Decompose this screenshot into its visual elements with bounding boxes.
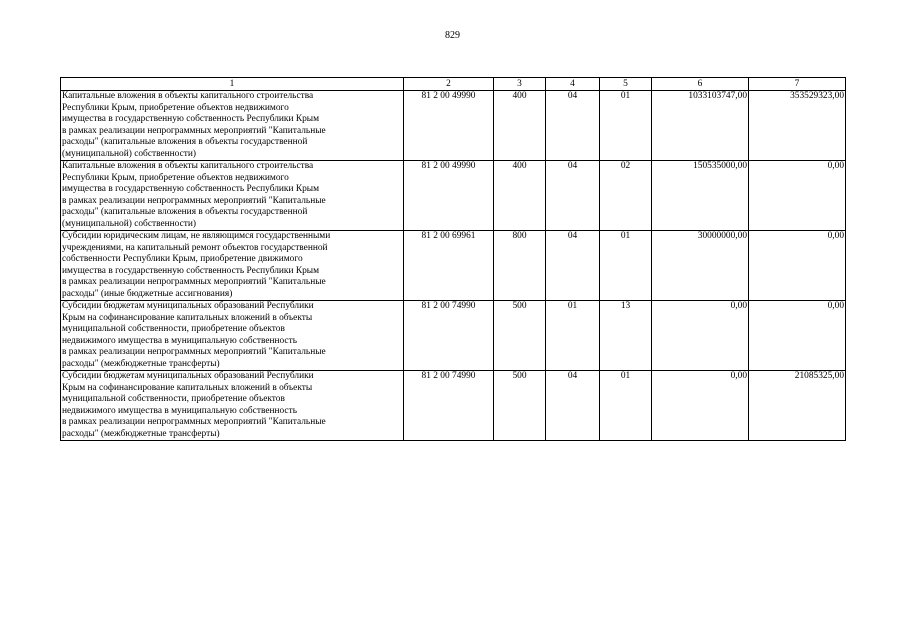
target-article-code: 81 2 00 69961 bbox=[404, 231, 494, 301]
description-line: расходы" (межбюджетные трансферты) bbox=[62, 358, 220, 369]
sum-column-7: 21085325,00 bbox=[749, 371, 846, 441]
section-code: 04 bbox=[546, 231, 600, 301]
subsection-code: 02 bbox=[600, 161, 652, 231]
table-row bbox=[61, 301, 846, 371]
description-line: расходы" (капитальные вложения в объекты государственной bbox=[62, 207, 308, 217]
expense-type-code: 500 bbox=[494, 371, 546, 441]
row-description bbox=[61, 91, 404, 161]
description-line: в рамках реализации непрограммных мероприятий "Капитальные bbox=[62, 347, 326, 357]
target-article-code: 81 2 00 49990 bbox=[404, 91, 494, 161]
description-line: муниципальной собственности, приобретение объектов bbox=[62, 394, 285, 404]
target-article-code: 81 2 00 49990 bbox=[404, 161, 494, 231]
sum-column-7: 0,00 bbox=[749, 231, 846, 301]
sum-column-6: 0,00 bbox=[652, 301, 749, 371]
expense-type-code: 500 bbox=[494, 301, 546, 371]
description-line: Капитальные вложения в объекты капитального строительства bbox=[62, 91, 314, 101]
description-line: недвижимого имущества в муниципальную собственность bbox=[62, 405, 297, 416]
description-line: расходы" (капитальные вложения в объекты государственной bbox=[62, 137, 308, 147]
description-line: имущества в государственную собственность Республики Крым bbox=[62, 184, 320, 194]
description-line: Республики Крым, приобретение объектов недвижимого bbox=[62, 102, 289, 113]
description-line: имущества в государственную собственность Республики Крым bbox=[62, 114, 320, 124]
column-header-3: 3 bbox=[494, 78, 546, 91]
target-article-code: 81 2 00 74990 bbox=[404, 301, 494, 371]
description-line: Капитальные вложения в объекты капитального строительства bbox=[62, 161, 314, 171]
column-header-6: 6 bbox=[652, 78, 749, 91]
description-line: муниципальной собственности, приобретение объектов bbox=[62, 324, 285, 334]
page-number: 829 bbox=[445, 30, 460, 41]
sum-column-6: 1033103747,00 bbox=[652, 91, 749, 161]
sum-column-6: 30000000,00 bbox=[652, 231, 749, 301]
table-row bbox=[61, 371, 846, 441]
description-line: Республики Крым, приобретение объектов недвижимого bbox=[62, 172, 289, 183]
expense-type-code: 800 bbox=[494, 231, 546, 301]
subsection-code: 13 bbox=[600, 301, 652, 371]
description-line: Субсидии бюджетам муниципальных образований Республики bbox=[62, 371, 314, 381]
description-line: расходы" (межбюджетные трансферты) bbox=[62, 428, 220, 439]
row-description bbox=[61, 301, 404, 371]
row-description bbox=[61, 371, 404, 441]
sum-column-7: 0,00 bbox=[749, 301, 846, 371]
section-code: 04 bbox=[546, 161, 600, 231]
section-code: 04 bbox=[546, 91, 600, 161]
table-row bbox=[61, 91, 846, 161]
column-header-2: 2 bbox=[404, 78, 494, 91]
section-code: 01 bbox=[546, 301, 600, 371]
column-header-4: 4 bbox=[546, 78, 600, 91]
description-line: в рамках реализации непрограммных мероприятий "Капитальные bbox=[62, 277, 326, 287]
budget-table bbox=[60, 77, 846, 441]
subsection-code: 01 bbox=[600, 91, 652, 161]
sum-column-7: 0,00 bbox=[749, 161, 846, 231]
header-row bbox=[61, 78, 846, 91]
description-line: недвижимого имущества в муниципальную собственность bbox=[62, 335, 297, 346]
subsection-code: 01 bbox=[600, 371, 652, 441]
column-header-5: 5 bbox=[600, 78, 652, 91]
column-header-7: 7 bbox=[749, 78, 846, 91]
description-line: Субсидии юридическим лицам, не являющимся государственными bbox=[62, 231, 331, 241]
description-line: собственности Республики Крым, приобретение движимого bbox=[62, 254, 303, 264]
description-line: в рамках реализации непрограммных мероприятий "Капитальные bbox=[62, 195, 326, 206]
row-description bbox=[61, 161, 404, 231]
expense-type-code: 400 bbox=[494, 91, 546, 161]
description-line: имущества в государственную собственность Республики Крым bbox=[62, 265, 320, 276]
column-header-1: 1 bbox=[61, 78, 404, 91]
description-line: в рамках реализации непрограммных мероприятий "Капитальные bbox=[62, 125, 326, 136]
description-line: учреждениями, на капитальный ремонт объектов государственной bbox=[62, 242, 328, 253]
sum-column-7: 353529323,00 bbox=[749, 91, 846, 161]
description-line: Субсидии бюджетам муниципальных образований Республики bbox=[62, 301, 314, 311]
sum-column-6: 0,00 bbox=[652, 371, 749, 441]
description-line: расходы" (иные бюджетные ассигнования) bbox=[62, 288, 233, 299]
target-article-code: 81 2 00 74990 bbox=[404, 371, 494, 441]
table-row bbox=[61, 161, 846, 231]
description-line: (муниципальной) собственности) bbox=[62, 148, 196, 159]
table-row bbox=[61, 231, 846, 301]
row-description bbox=[61, 231, 404, 301]
description-line: Крым на софинансирование капитальных вложений в объекты bbox=[62, 382, 313, 393]
section-code: 04 bbox=[546, 371, 600, 441]
description-line: в рамках реализации непрограммных мероприятий "Капитальные bbox=[62, 417, 326, 427]
description-line: (муниципальной) собственности) bbox=[62, 218, 196, 229]
description-line: Крым на софинансирование капитальных вложений в объекты bbox=[62, 312, 313, 323]
sum-column-6: 150535000,00 bbox=[652, 161, 749, 231]
subsection-code: 01 bbox=[600, 231, 652, 301]
expense-type-code: 400 bbox=[494, 161, 546, 231]
